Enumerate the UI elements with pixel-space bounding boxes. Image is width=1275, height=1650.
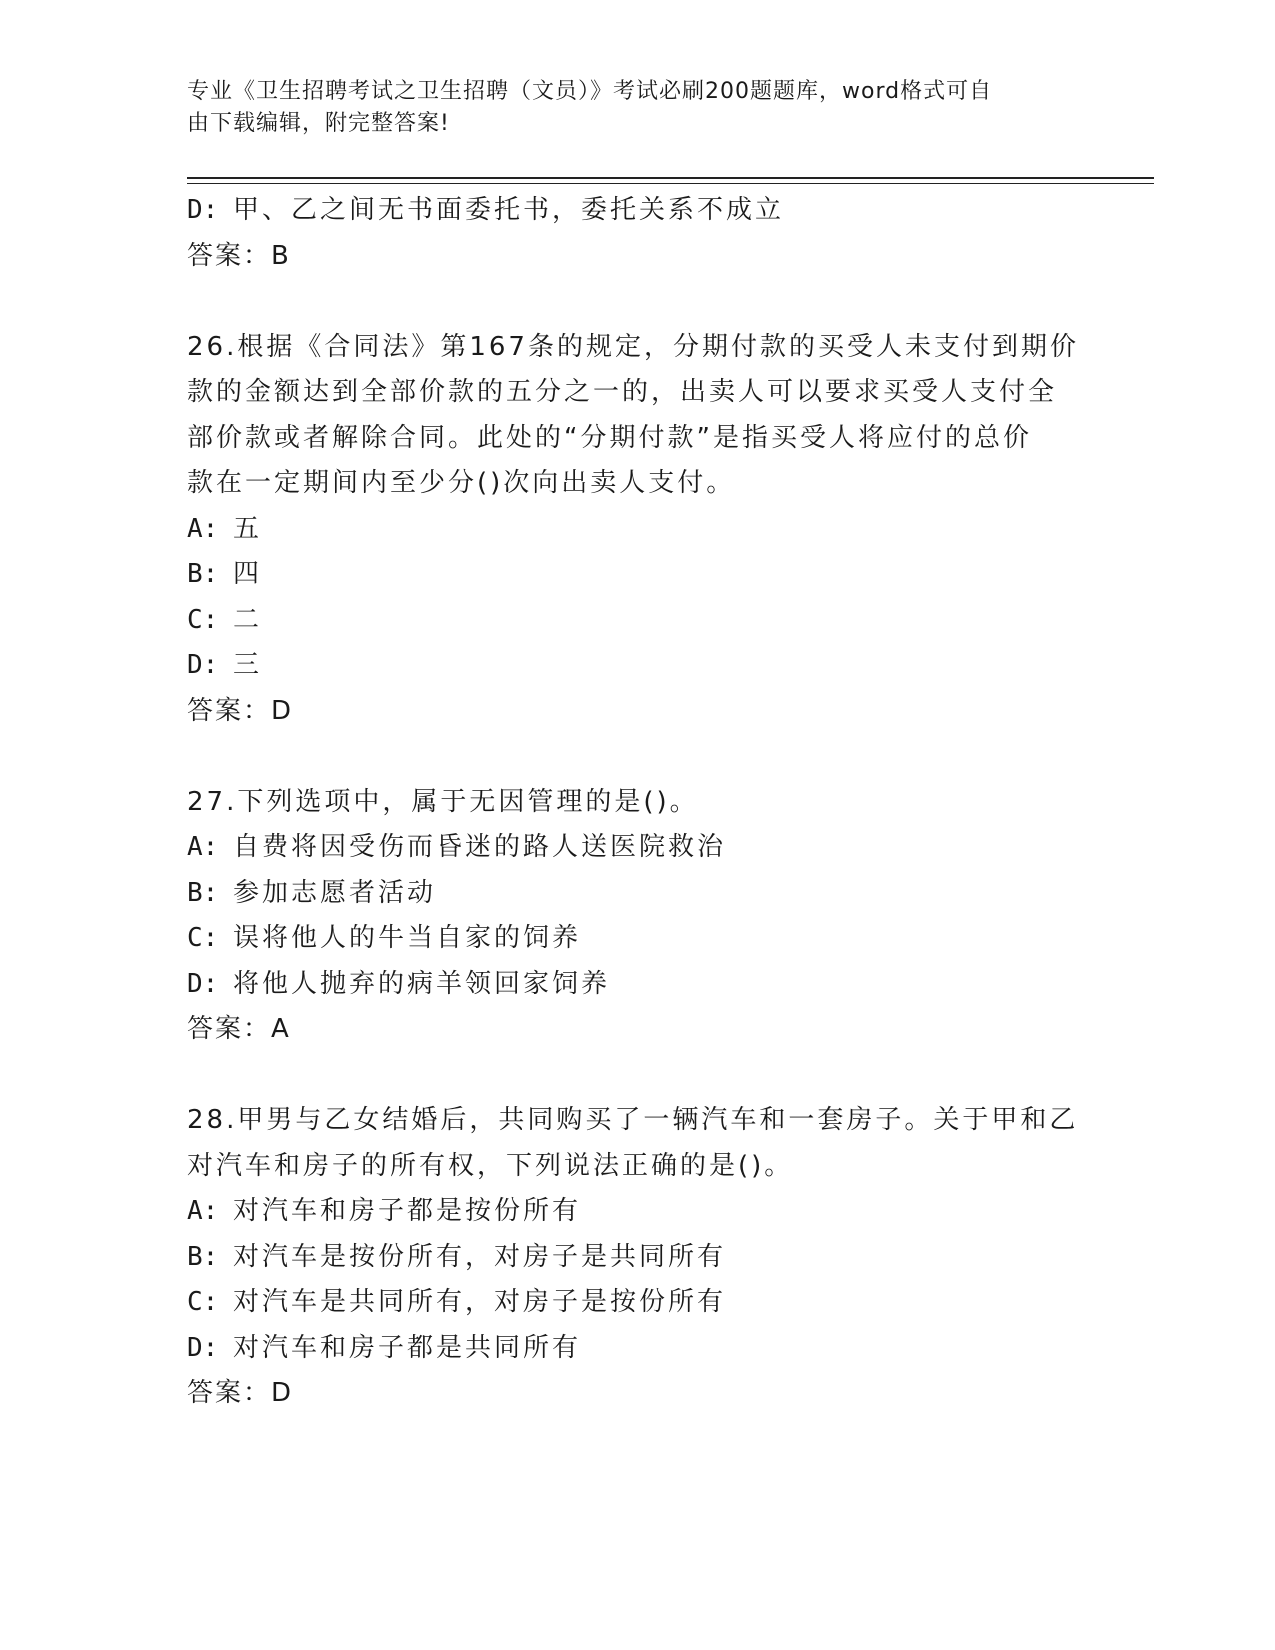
option-text: 对汽车是按份所有，对房子是共同所有 <box>233 1241 727 1272</box>
question-28 <box>187 1098 1087 1417</box>
option-letter: A: <box>187 832 219 862</box>
option-letter: A: <box>187 513 219 544</box>
document-body <box>187 188 1087 1417</box>
header-line-2: 由下载编辑，附完整答案! <box>187 111 450 136</box>
option-d <box>187 1326 1087 1372</box>
option-text: 对汽车是共同所有，对房子是按份所有 <box>233 1287 727 1317</box>
question-text-line: 26.根据《合同法》第167条的规定，分期付款的买受人未支付到期价 <box>187 331 1079 362</box>
option-text: 三 <box>233 650 263 680</box>
option-letter: D: <box>187 1332 219 1363</box>
option-letter: C: <box>187 1287 219 1317</box>
spacer <box>187 734 1087 780</box>
question-text-line: 款的金额达到全部价款的五分之一的，出卖人可以要求买受人支付全 <box>187 377 1058 407</box>
option-text: 自费将因受伤而昏迷的路人送医院救治 <box>233 832 727 862</box>
option-text: 四 <box>233 559 263 589</box>
option-text: 参加志愿者活动 <box>233 877 437 908</box>
option-text: 误将他人的牛当自家的饲养 <box>233 923 582 953</box>
option-a <box>187 1189 1087 1235</box>
option-letter: C: <box>187 923 219 953</box>
option-a <box>187 507 1087 553</box>
option-b <box>187 871 1087 917</box>
option-letter: B: <box>187 1241 219 1272</box>
header-line-1: 专业《卫生招聘考试之卫生招聘（文员）》考试必刷200题题库，word格式可自 <box>187 79 993 104</box>
option-text: 对汽车和房子都是共同所有 <box>233 1332 582 1363</box>
question-text-line: 27.下列选项中，属于无因管理的是()。 <box>187 786 699 817</box>
question-text-line: 部价款或者解除合同。此处的“分期付款”是指买受人将应付的总价 <box>187 422 1032 453</box>
question-26 <box>187 325 1087 735</box>
answer: 答案：D <box>187 695 294 726</box>
option-d <box>187 643 1087 689</box>
option-d <box>187 962 1087 1008</box>
option-letter: D: <box>187 650 219 680</box>
option-text: 甲、乙之间无书面委托书，委托关系不成立 <box>233 195 785 225</box>
option-b <box>187 552 1087 598</box>
question-text-line: 对汽车和房子的所有权，下列说法正确的是()。 <box>187 1150 794 1181</box>
answer: 答案：A <box>187 1014 291 1044</box>
option-letter: B: <box>187 559 219 589</box>
header-divider-thick <box>187 177 1154 179</box>
spacer <box>187 1053 1087 1099</box>
answer: 答案：D <box>187 1378 294 1408</box>
prev-answer: 答案：B <box>187 240 291 271</box>
option-a <box>187 825 1087 871</box>
option-letter: D: <box>187 968 219 999</box>
question-27 <box>187 780 1087 1053</box>
option-letter: D: <box>187 195 219 225</box>
option-text: 五 <box>233 513 263 544</box>
option-text: 将他人抛弃的病羊领回家饲养 <box>233 968 611 999</box>
question-text-line: 28.甲男与乙女结婚后，共同购买了一辆汽车和一套房子。关于甲和乙 <box>187 1105 1079 1135</box>
option-text: 二 <box>233 604 263 635</box>
option-letter: B: <box>187 877 219 908</box>
option-c <box>187 1280 1087 1326</box>
spacer <box>187 279 1087 325</box>
header-divider-thin <box>187 183 1154 184</box>
option-c <box>187 598 1087 644</box>
option-b <box>187 1235 1087 1281</box>
document-header <box>187 76 1067 140</box>
option-letter: A: <box>187 1196 219 1226</box>
prev-option-d <box>187 188 1087 234</box>
question-text-line: 款在一定期间内至少分()次向出卖人支付。 <box>187 468 736 498</box>
option-c <box>187 916 1087 962</box>
option-text: 对汽车和房子都是按份所有 <box>233 1196 582 1226</box>
option-letter: C: <box>187 604 219 635</box>
